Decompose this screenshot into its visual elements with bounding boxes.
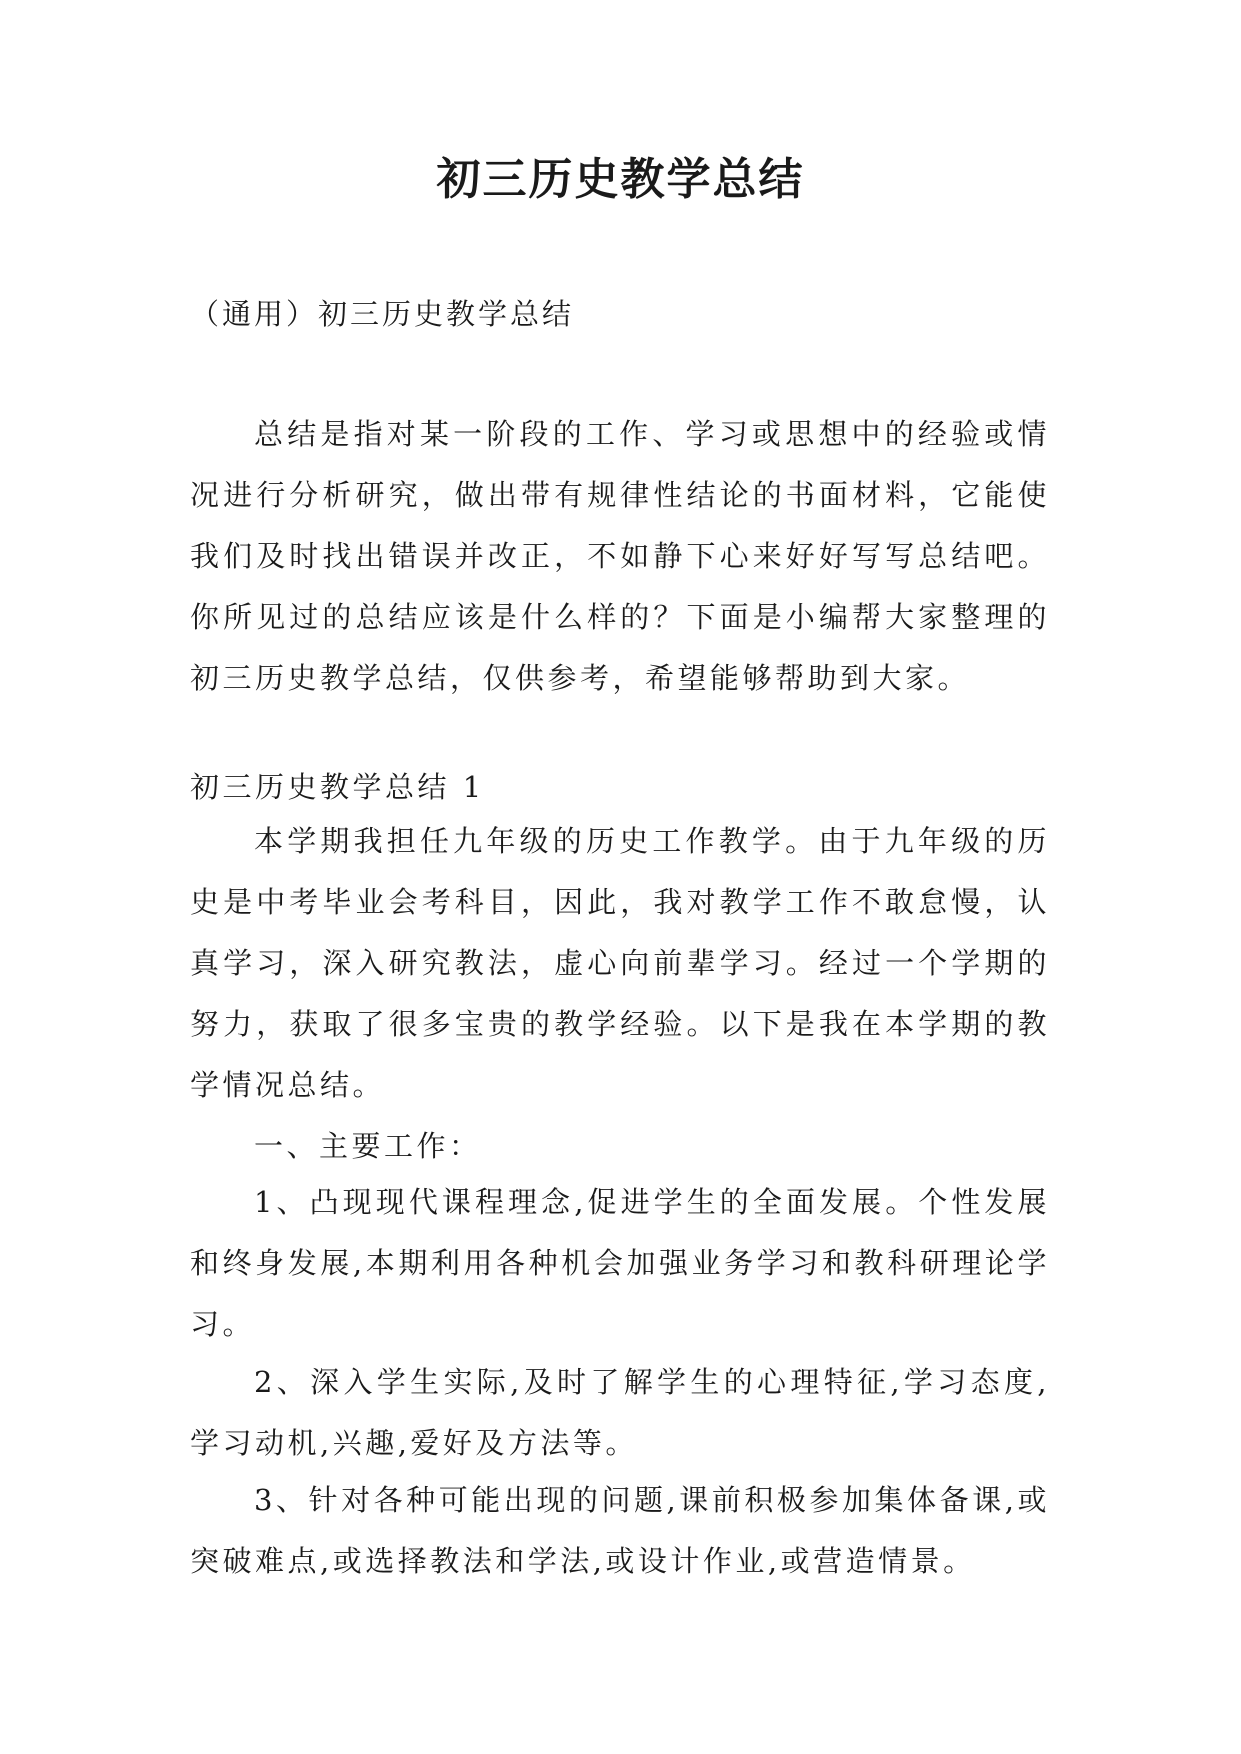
- list-item: 3、针对各种可能出现的问题,课前积极参加集体备课,或突破难点,或选择教法和学法,或设计作业,或营造情景。: [190, 1483, 1050, 1578]
- list-item: 2、深入学生实际,及时了解学生的心理特征,学习态度,学习动机,兴趣,爱好及方法等。: [190, 1365, 1050, 1460]
- list-item: 1、凸现现代课程理念,促进学生的全面发展。个性发展和终身发展,本期利用各种机会加强业务学习和教科研理论学习。: [190, 1185, 1050, 1341]
- subsection-heading: 一、主要工作：: [254, 1129, 482, 1163]
- document-subtitle: （通用）初三历史教学总结: [190, 297, 575, 331]
- section-heading: 初三历史教学总结 1: [190, 770, 485, 804]
- section-body-paragraph: 本学期我担任九年级的历史工作教学。由于九年级的历史是中考毕业会考科目，因此，我对教学工作不敢怠慢，认真学习，深入研究教法，虚心向前辈学习。经过一个学期的努力，获取了很多宝贵的教学经验。以下是我在本学期的教学情况总结。: [190, 824, 1050, 1102]
- intro-paragraph: 总结是指对某一阶段的工作、学习或思想中的经验或情况进行分析研究，做出带有规律性结论的书面材料，它能使我们及时找出错误并改正，不如静下心来好好写写总结吧。你所见过的总结应该是什么样的？下面是小编帮大家整理的初三历史教学总结，仅供参考，希望能够帮助到大家。: [190, 417, 1050, 695]
- document-title: 初三历史教学总结: [436, 154, 805, 205]
